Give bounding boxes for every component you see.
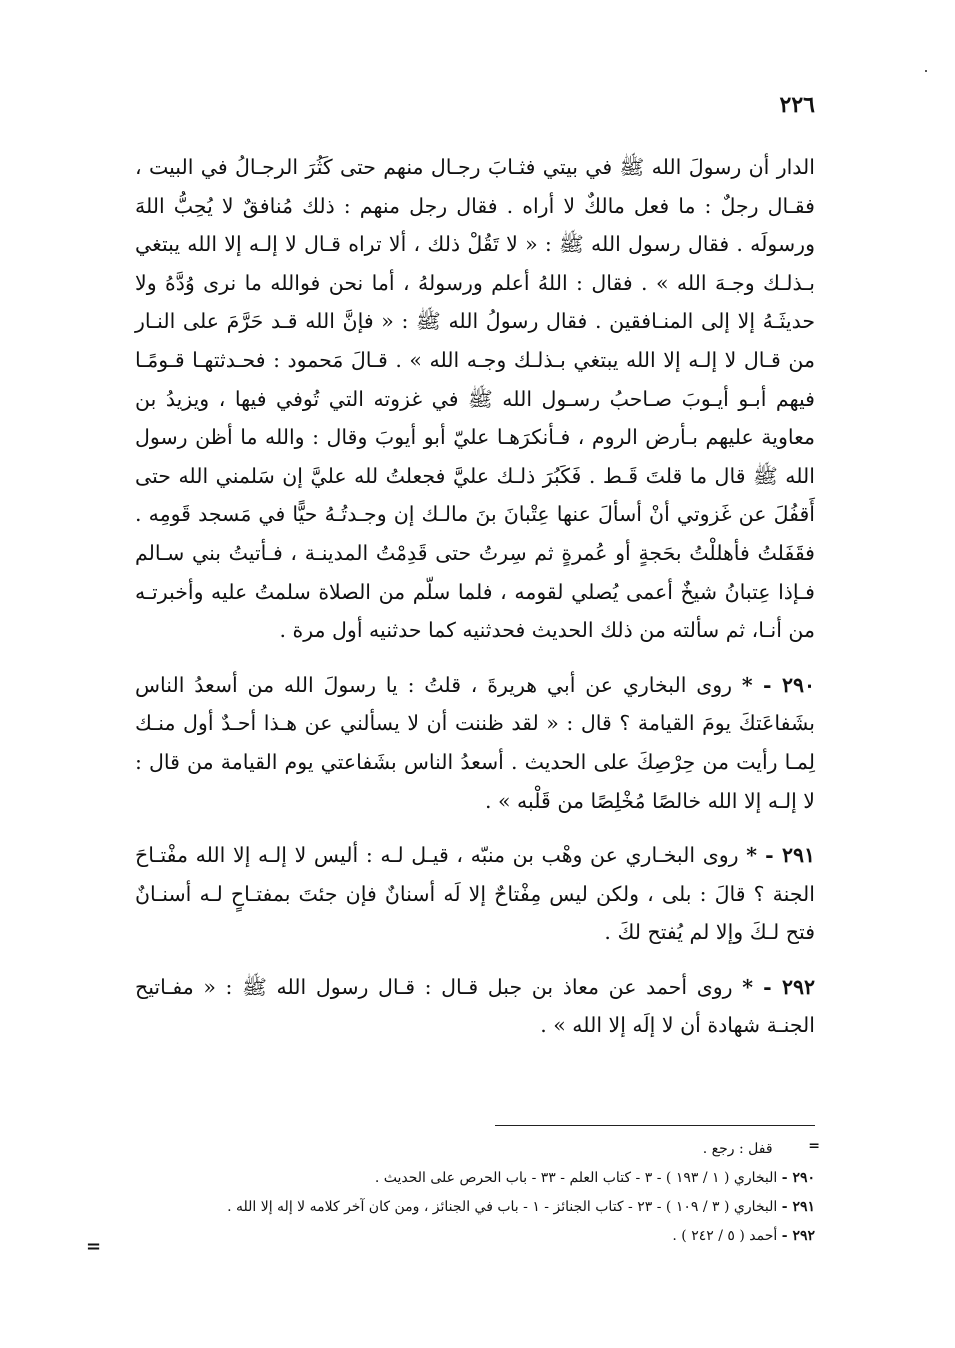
footnote-number: ٢٩٠ - xyxy=(781,1170,815,1186)
hadith-291 xyxy=(135,836,815,952)
text-line: من حِرْصِكَ على الحديث . أسعدُ الناس بشَفاعتي يوم القيامة من قال : لا إلـه إلا xyxy=(135,749,815,813)
footnote-item xyxy=(115,1193,815,1222)
scan-speck xyxy=(925,70,927,72)
text-line: عِتبانُ شيخٌ أعمى يُصلي لقومه ، فلما سلّم من الصلاة سلمتُ عليه وأخبرتـه من أنـا، ثم سألته xyxy=(135,579,815,643)
text-line: شهادة أن لا إلَه إلا الله » . xyxy=(540,1013,761,1038)
footnote-number: ٢٩١ - xyxy=(781,1199,815,1215)
footnote-divider xyxy=(495,1125,815,1126)
hadith-number: ٢٩٢ - * xyxy=(742,974,815,999)
paragraph-continuation xyxy=(135,148,815,650)
text-line: روى أحمد عن معاذ بن جبل قـال : قـال رسول الله ﷺ : « مفـاتيح الجنـة xyxy=(135,974,815,1038)
footnote-number: ٢٩٢ - xyxy=(781,1228,815,1244)
text-line: في غزوته التي تُوفي فيها ، ويزيدُ بن معاوية عليهم بـأرض الروم ، فـأنكرَهـا عليّ أبو أيوبَ xyxy=(135,386,815,450)
text-line: قَومِه . فقَفَلتُ فأهللْتُ بحَجةٍ أو عُمرةٍ ثم سِرتُ حتى قَدِمْتُ المدينـة ، فـأتيتُ بني سـالم فـإذا xyxy=(135,502,815,604)
page-number: ٢٢٦ xyxy=(779,92,815,118)
hadith-number: ٢٩١ - * xyxy=(746,843,815,868)
text-line: من ذلك الحديث فحدثنيه كما حدثنيه أول مرة . xyxy=(279,618,666,643)
text-line: وقال : والله ما أظن رسول الله ﷺ قال ما قلتَ قَـط . فَكَبُرَ ذلـك عليَّ فجعلتُ لله عليَّ إن xyxy=(135,425,815,488)
footnote-continuation-mark: = xyxy=(808,1138,820,1154)
text-line: الله » . فقال : اللهُ أعلم ورسولهُ ، أما نحن فوالله ما نرى وُدَّهُ ولا حديثَـهُ إلا إلى المنـافقين . xyxy=(135,270,815,334)
footnote-text: قفل : رجع . xyxy=(702,1141,773,1157)
hadith-292 xyxy=(135,968,815,1045)
text-line: يومَ القيامة ؟ قال : « لقد ظننت أن لا يسألني عن هـذا أحـدٌ أول منـك لِمـا رأيت xyxy=(135,711,816,774)
footnote-item xyxy=(115,1222,815,1251)
text-line: الجنة ؟ قالَ : بلى ، ولكن ليس مِفْتاحٌ إلا لَه أسنانٌ فإن جئتَ بمفتـاحٍ لـه أسنـانٌ فتح لـكَ xyxy=(135,881,815,945)
text-line: فقال رسولُ الله ﷺ : « فإنَّ الله قـد حَرَّمَ على النـار من قـال لا إلـه إلا الله يبتغي xyxy=(135,309,815,372)
hadith-290 xyxy=(135,666,815,820)
text-line: رجلٌ : ما فعل مالكٌ لا أراه . فقال رجل منهم : ذلك مُنافقٌ لا يُحِبُّ اللهَ ورسولَه . فقال xyxy=(135,193,815,257)
text-line: الله خالصًا مُخْلِصًا من قَلْبه » . xyxy=(484,788,738,813)
footnote-text: البخاري ( ١ / ١٩٣ ) - ٣ - كتاب العلم - ٣٣ - باب الحرص على الحديث . xyxy=(374,1170,778,1186)
hadith-number: ٢٩٠ - * xyxy=(741,672,815,697)
text-line: الدار أن رسولَ الله ﷺ في بيتي فثـابَ رجـال منهم حتى كَثُرَ الرجـالُ في البيت ، فقـال xyxy=(135,155,815,218)
footnotes xyxy=(115,1135,815,1251)
text-line: وإلا لم يُفتح لكَ . xyxy=(604,920,744,945)
text-line: سَلمني الله حتى أَقفُلَ عن غَزوتي أنْ أسألَ عنها عِتْبانَ بنَ مالـك إن وجـدتُـهُ حيًّا في مَسجد xyxy=(135,463,815,527)
footnote-text: أحمد ( ٥ / ٢٤٢ ) . xyxy=(672,1228,778,1244)
footnote-item xyxy=(115,1135,815,1164)
text-line: رسول الله ﷺ : « لا تَقُلْ ذلك ، ألا تراه قـال لا إلـه إلا الله يبتغي بـذلـك وجـهَ xyxy=(135,232,815,295)
text-line: بـذلـك وجـه الله » . قـالَ مَحمود : فحـدثتهـا قـومًـا فيهم أبـو أيـوبَ صـاحبُ رسـول الله ﷺ xyxy=(135,347,815,411)
page-bottom-mark: = xyxy=(86,1236,102,1257)
main-text xyxy=(135,148,815,1045)
text-line: روى البخاري عن أبي هريرةَ ، قلتُ : يا رسولَ الله من أسعدُ الناس بشَفاعَتكَ xyxy=(135,672,815,736)
footnote-item xyxy=(115,1164,815,1193)
text-line: روى البخـاري عن وهْب بن منبّه ، قيـل لـه : أليس لا إلـه إلا الله مفْتـاحَ xyxy=(135,843,739,868)
footnote-text: البخاري ( ٣ / ١٠٩ ) - ٢٣ - كتاب الجنائز - ١ - باب في الجنائز ، ومن كان آخر كلامه لا إله إلا الله . xyxy=(227,1199,778,1215)
